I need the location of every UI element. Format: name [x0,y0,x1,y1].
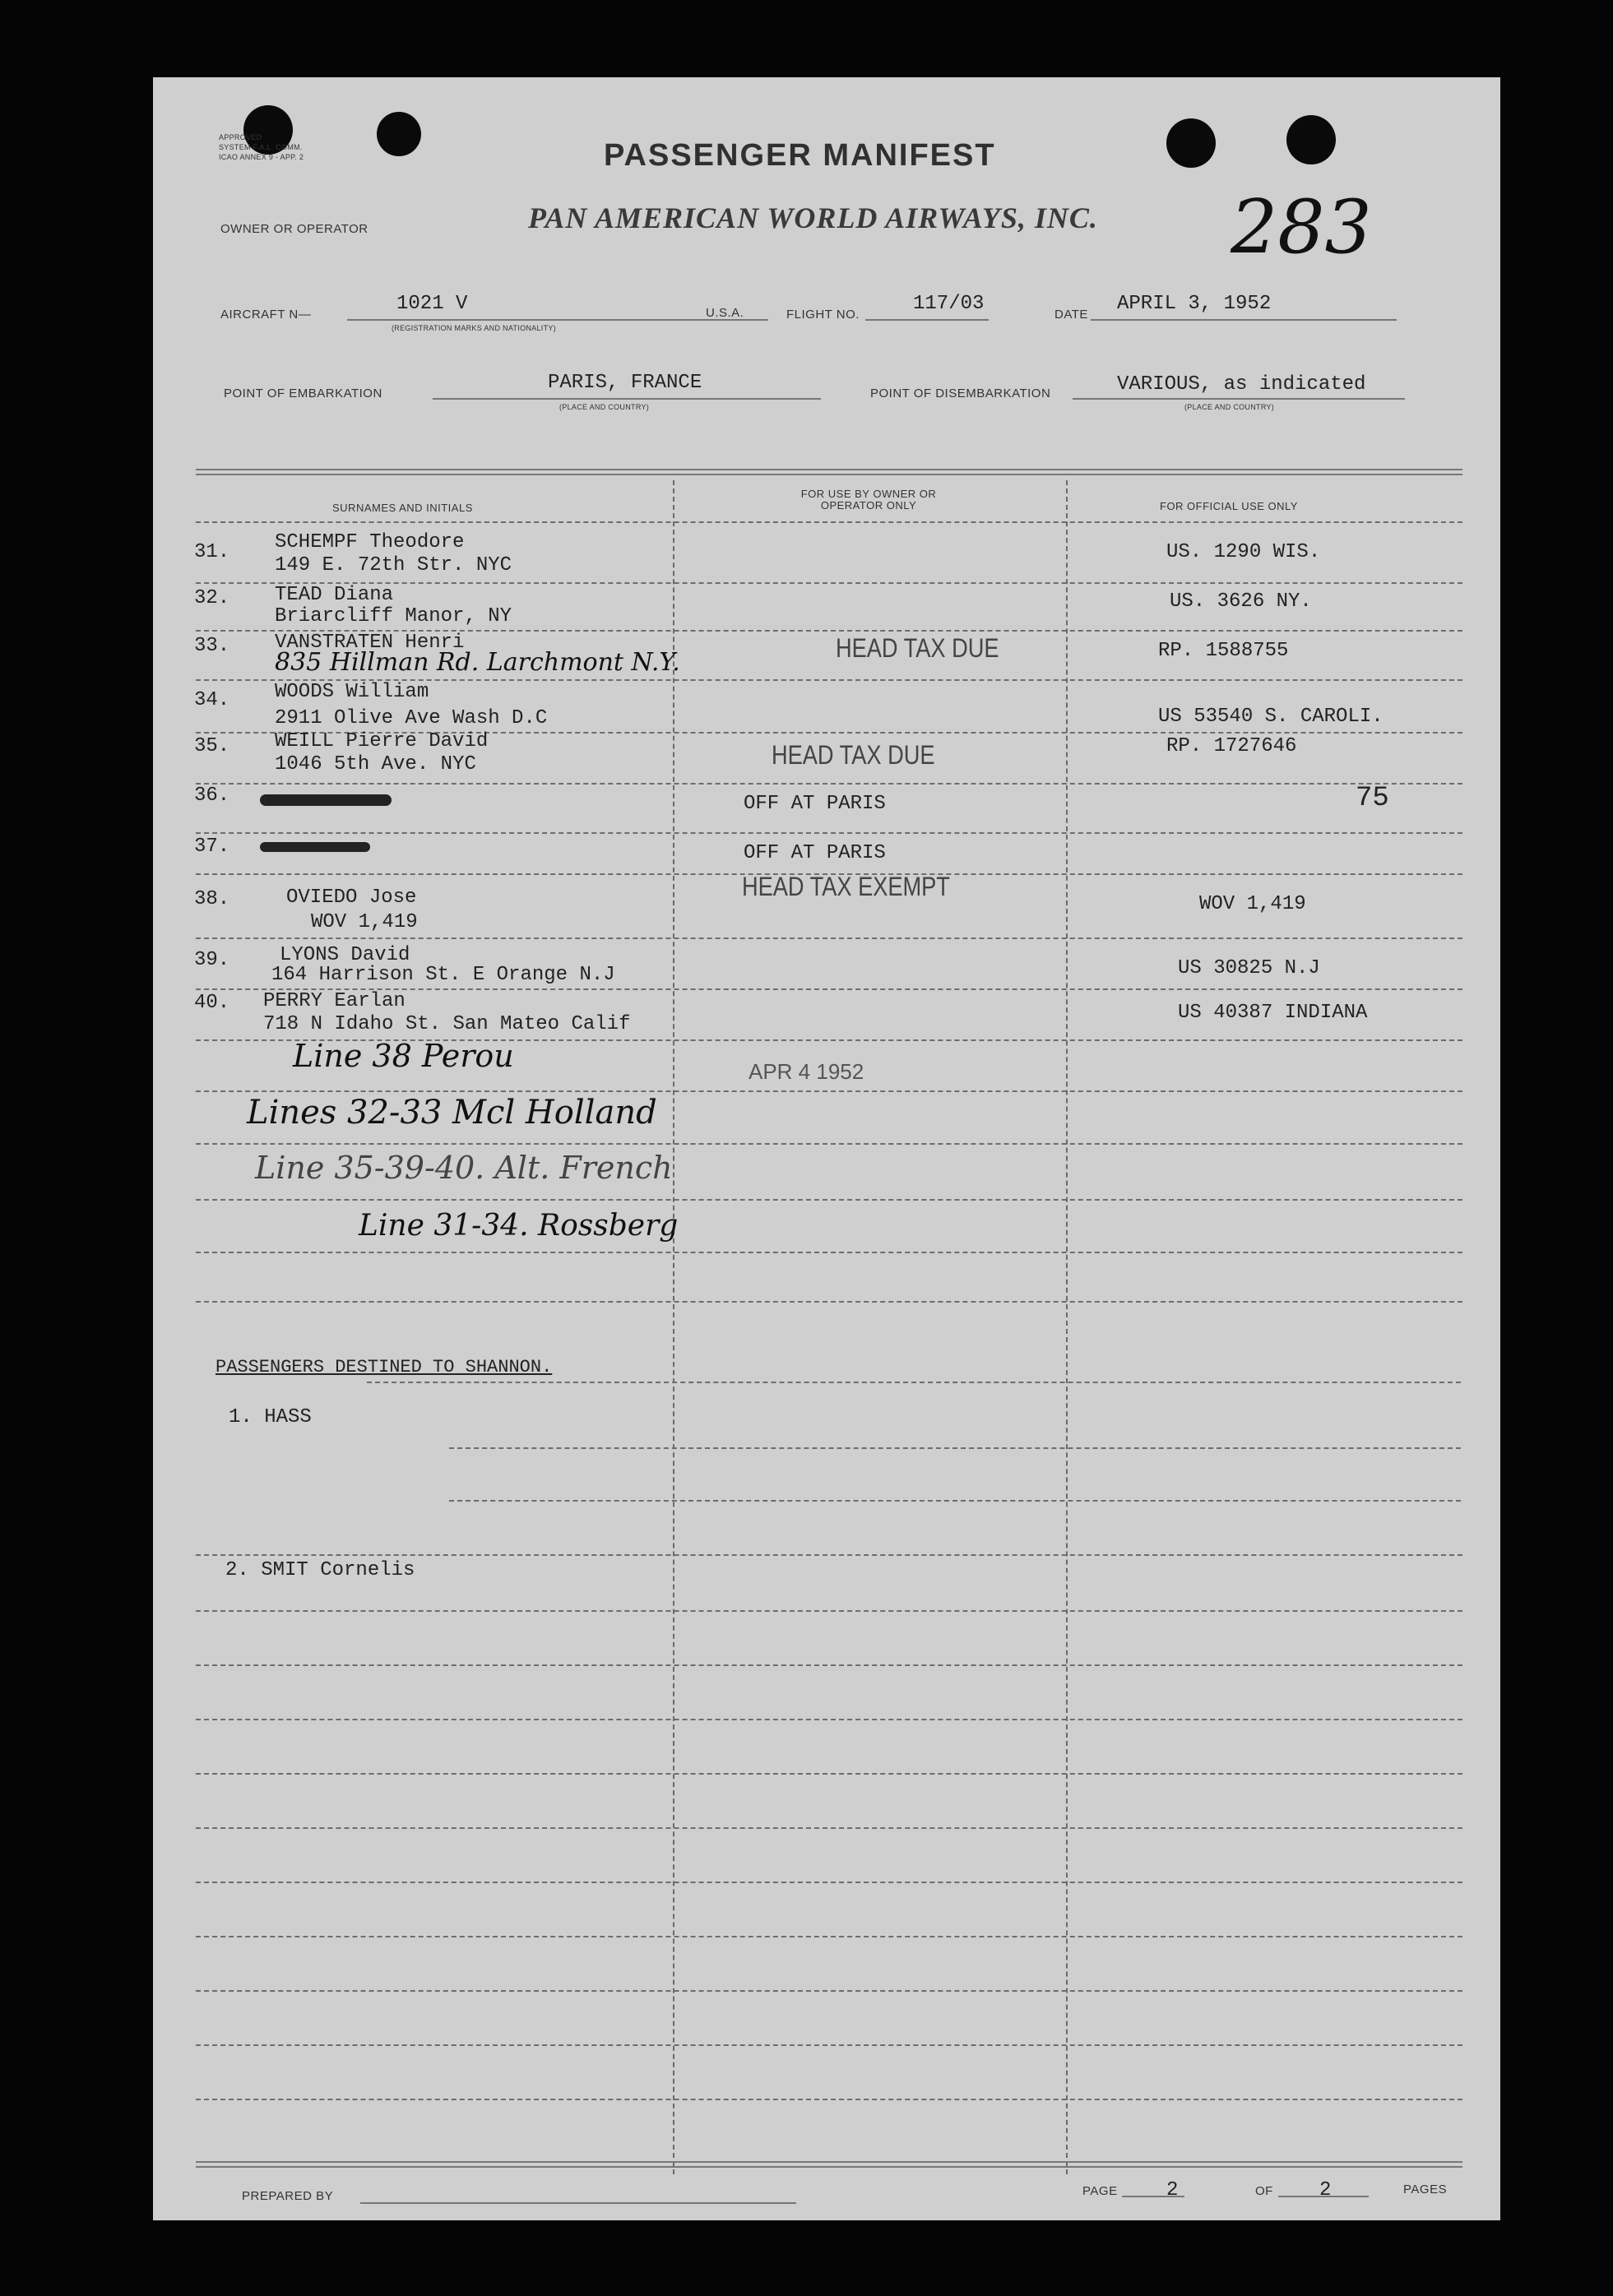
prepared-underline [360,2202,796,2204]
shannon-passenger: 1. HASS [229,1406,312,1428]
passenger-address: 149 E. 72th Str. NYC [275,554,512,576]
embark-underline [433,398,821,400]
owner-note: OFF AT PARIS [744,793,886,815]
punch-hole [1286,115,1336,164]
owner-value: PAN AMERICAN WORLD AIRWAYS, INC. [528,201,1098,234]
column-divider [673,480,674,2174]
passenger-name: WEILL Pierre David [275,730,489,752]
strike-through [260,842,370,852]
passenger-name: OVIEDO Jose [286,886,417,909]
row-number: 31. [194,541,230,563]
row-number: 40. [194,992,230,1014]
col-header-owner-text: FOR USE BY OWNER OR OPERATOR ONLY [800,488,937,512]
row-rule [367,1382,1461,1383]
owner-stamp: HEAD TAX EXEMPT [742,872,950,901]
pages-label: PAGES [1403,2183,1448,2196]
embark-label: POINT OF EMBARKATION [224,387,382,400]
passenger-address: Briarcliff Manor, NY [275,605,512,627]
passenger-name: VANSTRATEN Henri [275,632,465,654]
table-top-rule [196,469,1462,470]
approval-line: APPROVED [219,133,262,141]
owner-label: OWNER OR OPERATOR [220,222,368,236]
official-entry: RP. 1727646 [1166,735,1297,757]
passenger-address: 835 Hillman Rd. Larchmont N.Y. [275,648,680,677]
handwritten-note: Line 31-34. Rossberg [359,1209,679,1243]
disembark-sub: (PLACE AND COUNTRY) [1184,403,1275,411]
official-entry: US. 3626 NY. [1170,590,1312,613]
date-value: APRIL 3, 1952 [1117,293,1272,315]
row-rule [196,1827,1462,1829]
passenger-address: 164 Harrison St. E Orange N.J [271,964,615,986]
row-number: 36. [194,785,230,807]
passenger-name: PERRY Earlan [263,990,406,1012]
handwritten-note: Line 35-39-40. Alt. French [255,1150,673,1186]
flight-label: FLIGHT NO. [786,308,860,322]
row-rule [449,1447,1461,1449]
punch-hole [1166,118,1216,168]
passenger-address: 1046 5th Ave. NYC [275,753,476,775]
aircraft-sub: (REGISTRATION MARKS AND NATIONALITY) [392,324,556,332]
page-value: 2 [1166,2179,1179,2201]
disembark-label: POINT OF DISEMBARKATION [870,387,1051,400]
page-title: PASSENGER MANIFEST [604,138,996,173]
passenger-name: LYONS David [280,944,410,966]
col-header-owner [786,488,951,512]
strike-through [260,794,392,806]
usa-label: U.S.A. [706,306,744,320]
of-label: OF [1255,2184,1273,2198]
date-label: DATE [1054,308,1088,322]
passenger-address: 718 N Idaho St. San Mateo Calif [263,1013,631,1035]
handwritten-page-number: 283 [1231,184,1372,271]
approval-line: ICAO ANNEX 9 - APP. 2 [219,153,304,161]
table-bottom-rule [196,2166,1462,2168]
page-label: PAGE [1082,2184,1118,2198]
row-rule [196,1252,1462,1253]
official-entry: US 30825 N.J [1178,957,1320,979]
owner-stamp: HEAD TAX DUE [836,633,999,663]
official-entry: WOV 1,419 [1199,893,1306,915]
official-entry: RP. 1588755 [1158,640,1289,662]
row-rule [196,1090,1462,1092]
row-rule [196,1610,1462,1612]
aircraft-label: AIRCRAFT N— [220,308,312,322]
row-rule [196,1143,1462,1145]
approval-line: SYSTEM F.A.L. COMM. [219,143,303,151]
column-divider [1066,480,1068,2174]
passenger-name: SCHEMPF Theodore [275,531,465,553]
passenger-address: WOV 1,419 [311,911,418,933]
official-entry: US 53540 S. CAROLI. [1158,706,1384,728]
row-rule [196,1990,1462,1992]
flight-value: 117/03 [913,293,985,315]
shannon-passenger: 2. SMIT Cornelis [225,1559,415,1581]
flight-underline [865,319,989,321]
row-rule [196,1301,1462,1303]
official-entry: US 40387 INDIANA [1178,1002,1368,1024]
disembark-underline [1073,398,1405,400]
table-bottom-rule [196,2161,1462,2163]
prepared-by-label: PREPARED BY [242,2189,334,2203]
punch-hole [377,112,421,156]
row-rule [449,1500,1461,1502]
row-rule [196,937,1462,939]
owner-note: OFF AT PARIS [744,842,886,864]
row-number: 35. [194,735,230,757]
shannon-heading: PASSENGERS DESTINED TO SHANNON. [216,1357,553,1377]
row-number: 33. [194,635,230,657]
row-rule [196,1936,1462,1937]
row-number: 34. [194,689,230,711]
passenger-name: TEAD Diana [275,584,394,606]
disembark-value: VARIOUS, as indicated [1117,373,1366,396]
row-rule [196,783,1462,785]
handwritten-note: Line 38 Perou [293,1038,514,1074]
row-number: 38. [194,888,230,910]
row-rule [196,1773,1462,1775]
date-stamp: APR 4 1952 [749,1059,864,1084]
col-header-names: SURNAMES AND INITIALS [332,502,473,514]
date-underline [1091,319,1397,321]
row-rule [196,1664,1462,1666]
table-top-rule [196,474,1462,475]
header-bottom-rule [196,521,1462,523]
owner-stamp: HEAD TAX DUE [772,740,935,770]
manifest-sheet [153,77,1500,2220]
row-rule [196,1882,1462,1883]
row-number: 39. [194,949,230,971]
row-rule [196,832,1462,834]
of-value: 2 [1319,2179,1332,2201]
row-rule [196,1554,1462,1556]
embark-sub: (PLACE AND COUNTRY) [559,403,650,411]
passenger-address: 2911 Olive Ave Wash D.C [275,707,548,729]
row-number: 37. [194,836,230,858]
col-header-official: FOR OFFICIAL USE ONLY [1160,500,1298,512]
passenger-name: WOODS William [275,681,429,703]
official-entry: US. 1290 WIS. [1166,541,1321,563]
aircraft-value: 1021 V [396,293,468,315]
row-rule [196,1199,1462,1201]
official-entry: 75 [1356,783,1389,814]
row-number: 32. [194,587,230,609]
row-rule [196,2044,1462,2046]
handwritten-note: Lines 32-33 Mcl Holland [247,1094,657,1132]
row-rule [196,2099,1462,2100]
row-rule [196,1719,1462,1720]
embark-value: PARIS, FRANCE [548,372,702,394]
